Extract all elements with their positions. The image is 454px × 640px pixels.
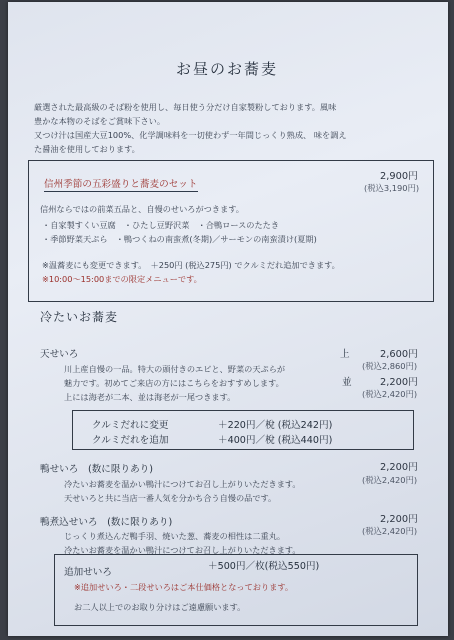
- set-price-tax: (税込3,190円): [364, 183, 420, 193]
- item-price: ＋500円／枚(税込550円): [208, 561, 320, 572]
- item-price: 2,200円: [380, 462, 418, 473]
- item-note: お二人以上でのお取り分けはご遠慮願います。: [74, 602, 246, 612]
- item-price-tax: (税込2,420円): [362, 475, 418, 485]
- item-name: 鴨煮込せいろ (数に限りあり): [40, 517, 173, 528]
- item-desc: 冷たいお蕎麦を温かい鴨汁につけてお召し上がりいただきます。: [64, 545, 301, 555]
- item-note: ※追加せいろ・二段せいろはご本仕価格となっております。: [74, 582, 294, 592]
- kurumi-price: ＋220円／梲 (税込242円): [218, 420, 333, 431]
- item-price-tax: (税込2,860円): [362, 361, 418, 371]
- intro-line: 豊かな本物のそばをご賞味下さい。: [34, 116, 166, 126]
- set-line: ・季節野菜天ぷら ・鴨つくねの南蛮煮(冬期)／サーモンの南蛮漬け(夏期): [42, 234, 317, 244]
- page-title: お昼のお蕎麦: [176, 60, 279, 78]
- item-name: 天せいろ: [40, 349, 79, 360]
- item-desc: 川上産自慢の一品。特大の頭付きのエビと、野菜の天ぷらが: [64, 364, 286, 374]
- item-desc: 上には海老が二本、並は海老が一尾つきます。: [64, 392, 236, 402]
- item-desc: じっくり煮込んだ鴨手羽、焼いた葱、蕎麦の相性は二重丸。: [64, 531, 286, 541]
- set-line: ・自家製すくい豆腐 ・ひたし豆野沢菜 ・合鴨ロースのたたき: [42, 220, 280, 230]
- item-price-tax: (税込2,420円): [362, 526, 418, 536]
- kurumi-label: クルミだれを追加: [92, 435, 169, 446]
- menu-page: [8, 2, 448, 636]
- item-desc: 冷たいお蕎麦を温かい鴨汁につけてお召し上がりいただきます。: [64, 479, 301, 489]
- item-name: 鴨せいろ (数に限りあり): [40, 464, 154, 475]
- intro-line: 厳選された最高級のそば粉を使用し、毎日使う分だけ自家製粉しております。風味: [34, 102, 337, 112]
- section-title: 冷たいお蕎麦: [40, 310, 119, 324]
- set-price: 2,900円: [380, 171, 418, 182]
- item-price: 2,200円: [380, 377, 418, 388]
- item-price-tax: (税込2,420円): [362, 389, 418, 399]
- set-note: ※温蕎麦にも変更できます。 ＋250円 (税込275円) でクルミだれ追加できます。: [42, 260, 340, 270]
- item-desc: 魅力です。初めてご来店の方にはこちらをおすすめします。: [64, 378, 284, 388]
- set-title: 信州季節の五彩盛りと蕎麦のセット: [44, 176, 198, 192]
- item-price: 2,600円: [380, 349, 418, 360]
- intro-line: 又つけ汁は国産大豆100%、化学調味料を一切使わず一年間じっくり熟成、 味を調え: [34, 130, 347, 140]
- intro-line: た醤油を使用しております。: [34, 144, 140, 154]
- item-price: 2,200円: [380, 514, 418, 525]
- size-label: 並: [342, 377, 352, 388]
- item-desc: 天せいろと共に当店一番人気を分かち合う自慢の品です。: [64, 493, 277, 503]
- size-label: 上: [340, 349, 350, 360]
- kurumi-label: クルミだれに変更: [92, 420, 169, 431]
- item-name: 追加せいろ: [64, 567, 112, 578]
- kurumi-price: ＋400円／梲 (税込440円): [218, 435, 333, 446]
- set-note: ※10:00〜15:00までの限定メニューです。: [42, 274, 202, 284]
- set-line: 信州ならではの前菜五品と、自慢のせいろがつきます。: [40, 204, 244, 214]
